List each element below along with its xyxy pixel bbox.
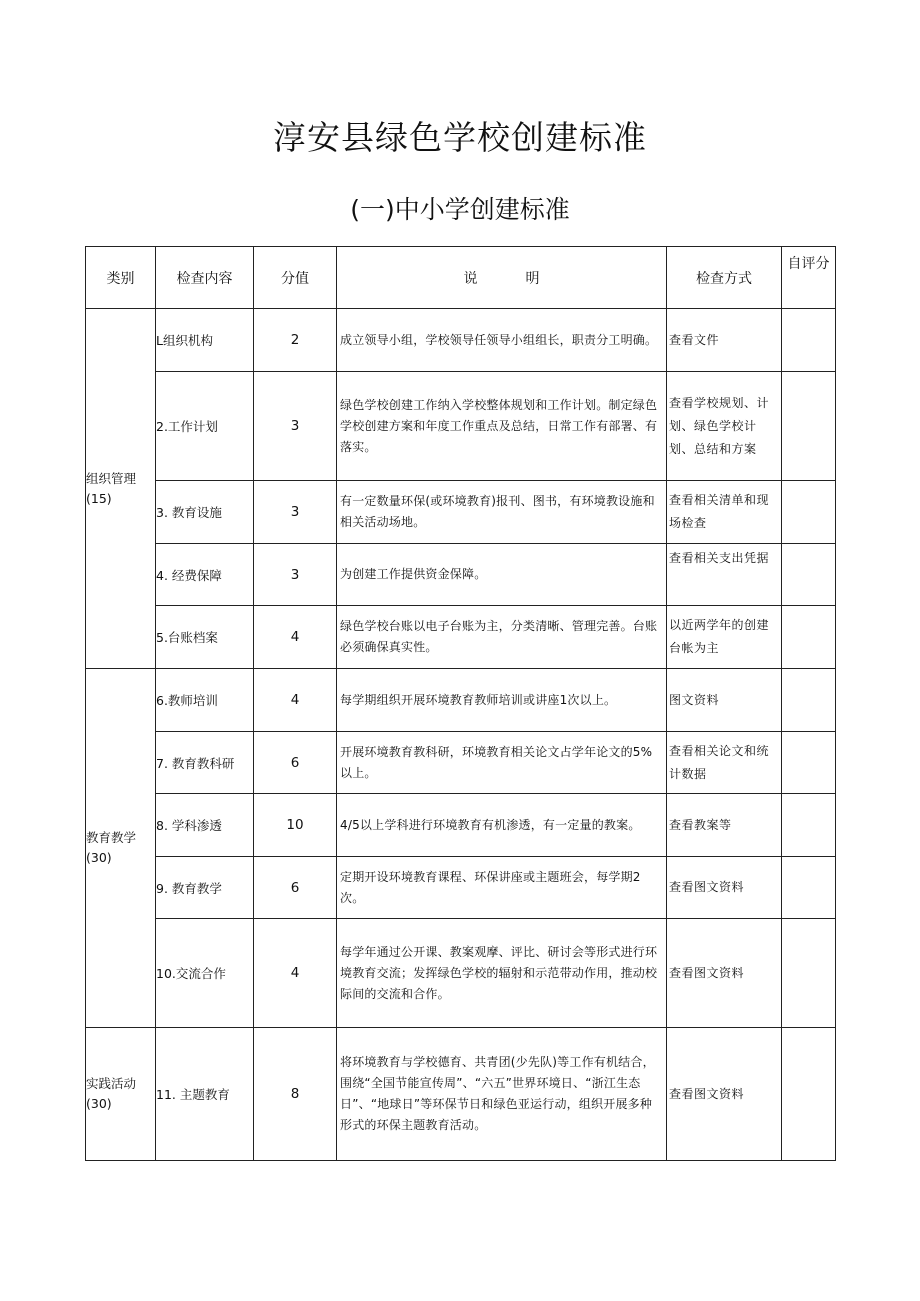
header-self-score: 自评分 <box>782 247 836 309</box>
score-value: 8 <box>254 1028 337 1161</box>
check-item: 2.工作计划 <box>156 372 254 481</box>
check-item: 4. 经费保障 <box>156 544 254 606</box>
self-score-cell[interactable] <box>782 372 836 481</box>
self-score-cell[interactable] <box>782 481 836 544</box>
check-method: 图文资料 <box>667 669 782 732</box>
check-item: L组织机构 <box>156 309 254 372</box>
self-score-cell[interactable] <box>782 794 836 857</box>
check-item: 10.交流合作 <box>156 919 254 1028</box>
description: 每学年通过公开课、教案观摩、评比、研讨会等形式进行环境教育交流；发挥绿色学校的辐射和示范带动作用，推动校际间的交流和合作。 <box>337 919 667 1028</box>
description: 将环境教育与学校德育、共青团(少先队)等工作有机结合，围绕“全国节能宣传周”、“六五”世界环境日、“浙江生态日”、“地球日”等环保节日和绿色亚运行动，组织开展多种形式的环保主题教育活动。 <box>337 1028 667 1161</box>
description: 定期开设环境教育课程、环保讲座或主题班会，每学期2次。 <box>337 857 667 919</box>
header-category: 类别 <box>86 247 156 309</box>
score-value: 6 <box>254 857 337 919</box>
score-value: 4 <box>254 606 337 669</box>
table-row <box>86 309 836 372</box>
check-method: 以近两学年的创建台帐为主 <box>667 606 782 669</box>
score-value: 3 <box>254 372 337 481</box>
table-row <box>86 732 836 794</box>
header-content: 检查内容 <box>156 247 254 309</box>
check-method: 查看学校规划、计划、绿色学校计划、总结和方案 <box>667 372 782 481</box>
check-method: 查看文件 <box>667 309 782 372</box>
self-score-cell[interactable] <box>782 732 836 794</box>
table-row <box>86 606 836 669</box>
description: 为创建工作提供资金保障。 <box>337 544 667 606</box>
category-cell: 教育教学 (30) <box>86 669 156 1028</box>
table-header-row <box>86 247 836 309</box>
score-value: 4 <box>254 919 337 1028</box>
score-value: 4 <box>254 669 337 732</box>
check-method: 查看图文资料 <box>667 1028 782 1161</box>
category-cell: 实践活动 (30) <box>86 1028 156 1161</box>
check-method: 查看教案等 <box>667 794 782 857</box>
table-row <box>86 544 836 606</box>
self-score-cell[interactable] <box>782 1028 836 1161</box>
header-explanation: 说 明 <box>337 247 667 309</box>
score-value: 3 <box>254 481 337 544</box>
section-subtitle: (一)中小学创建标准 <box>350 195 570 224</box>
score-value: 6 <box>254 732 337 794</box>
check-method: 查看图文资料 <box>667 919 782 1028</box>
category-cell: 组织管理 (15) <box>86 309 156 669</box>
description: 有一定数量环保(或环境教育)报刊、图书，有环境教设施和相关活动场地。 <box>337 481 667 544</box>
table-row <box>86 794 836 857</box>
table-row <box>86 919 836 1028</box>
table-row <box>86 857 836 919</box>
self-score-cell[interactable] <box>782 919 836 1028</box>
description: 开展环境教育教科研，环境教育相关论文占学年论文的5%以上。 <box>337 732 667 794</box>
table-row <box>86 481 836 544</box>
check-method: 查看相关清单和现场检查 <box>667 481 782 544</box>
check-item: 5.台账档案 <box>156 606 254 669</box>
self-score-cell[interactable] <box>782 606 836 669</box>
self-score-cell[interactable] <box>782 544 836 606</box>
description: 绿色学校创建工作纳入学校整体规划和工作计划。制定绿色学校创建方案和年度工作重点及总结，日常工作有部署、有落实。 <box>337 372 667 481</box>
score-value: 2 <box>254 309 337 372</box>
check-method: 查看图文资料 <box>667 857 782 919</box>
header-score: 分值 <box>254 247 337 309</box>
table-row <box>86 372 836 481</box>
check-method: 查看相关支出凭据 <box>667 544 782 606</box>
score-value: 10 <box>254 794 337 857</box>
page-title: 淳安县绿色学校创建标准 <box>273 118 647 157</box>
check-item: 8. 学科渗透 <box>156 794 254 857</box>
description: 成立领导小组，学校领导任领导小组组长，职责分工明确。 <box>337 309 667 372</box>
standards-table <box>85 246 836 1161</box>
self-score-cell[interactable] <box>782 309 836 372</box>
check-item: 11. 主题教育 <box>156 1028 254 1161</box>
table-row <box>86 1028 836 1161</box>
description: 每学期组织开展环境教育教师培训或讲座1次以上。 <box>337 669 667 732</box>
check-method: 查看相关论文和统计数据 <box>667 732 782 794</box>
self-score-cell[interactable] <box>782 857 836 919</box>
header-method: 检查方式 <box>667 247 782 309</box>
check-item: 6.教师培训 <box>156 669 254 732</box>
description: 4/5以上学科进行环境教育有机渗透，有一定量的教案。 <box>337 794 667 857</box>
score-value: 3 <box>254 544 337 606</box>
table-row <box>86 669 836 732</box>
check-item: 7. 教育教科研 <box>156 732 254 794</box>
check-item: 3. 教育设施 <box>156 481 254 544</box>
check-item: 9. 教育教学 <box>156 857 254 919</box>
self-score-cell[interactable] <box>782 669 836 732</box>
description: 绿色学校台账以电子台账为主，分类清晰、管理完善。台账必须确保真实性。 <box>337 606 667 669</box>
